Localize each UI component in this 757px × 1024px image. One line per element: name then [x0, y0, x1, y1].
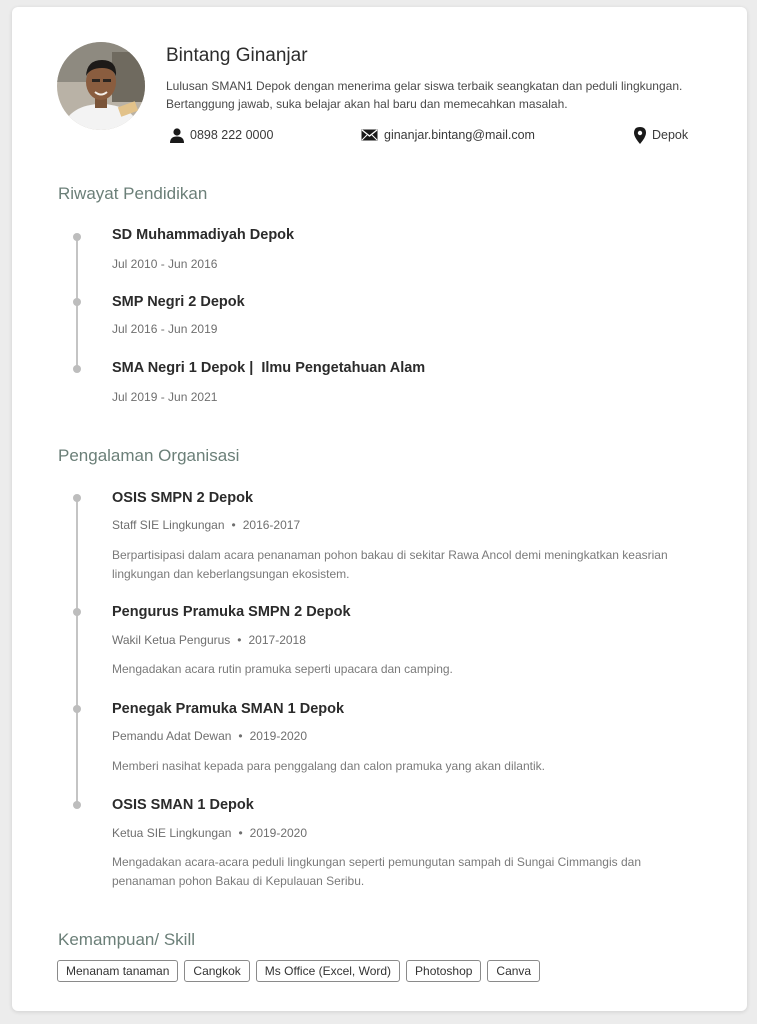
- resume-sheet: [12, 7, 747, 1011]
- education-school: SMA Negri 1 Depok | Ilmu Pengetahuan Alam: [112, 360, 426, 376]
- organization-description: Memberi nasihat kepada para penggalang dan calon pramuka yang akan dilantik.: [112, 759, 545, 773]
- organization-name: Penegak Pramuka SMAN 1 Depok: [112, 701, 345, 717]
- envelope-icon: [361, 129, 378, 141]
- timeline-dot: [73, 298, 81, 306]
- skill-tag: Photoshop: [406, 960, 481, 982]
- skill-tag: Menanam tanaman: [57, 960, 178, 982]
- organization-description: Mengadakan acara-acara peduli lingkungan seperti pemungutan sampah di Sungai Cimmangis dan penanaman pohon Bakau di Kepulauan Seribu.: [112, 855, 642, 888]
- profile-photo: [57, 42, 145, 130]
- education-school: SD Muhammadiyah Depok: [112, 227, 295, 243]
- skills-title: Kemampuan/ Skill: [58, 930, 196, 949]
- profile-summary: Lulusan SMAN1 Depok dengan menerima gelar siswa terbaik seangkatan dan peduli lingkungan. Bertanggung jawab, suka belajar akan hal baru dan memecahkan masalah.: [166, 79, 683, 111]
- map-pin-icon: [634, 127, 646, 144]
- organization-role: Ketua SIE Lingkungan: [112, 826, 232, 840]
- location-text: Depok: [652, 128, 689, 142]
- organization-role: Pemandu Adat Dewan: [112, 729, 232, 743]
- timeline-dot: [73, 494, 81, 502]
- skill-tag: Canva: [487, 960, 540, 982]
- timeline-dot: [73, 705, 81, 713]
- organization-role: Wakil Ketua Pengurus: [112, 633, 231, 647]
- organization-name: Pengurus Pramuka SMPN 2 Depok: [112, 604, 351, 620]
- organization-name: OSIS SMPN 2 Depok: [112, 490, 254, 506]
- organization-period: 2019-2020: [249, 729, 308, 743]
- organization-period: 2017-2018: [248, 633, 306, 647]
- education-period: Jul 2010 - Jun 2016: [112, 257, 218, 271]
- organization-timeline: [76, 497, 78, 803]
- organization-meta: [112, 826, 307, 840]
- organization-period: 2016-2017: [242, 518, 301, 532]
- organization-name: OSIS SMAN 1 Depok: [112, 797, 254, 813]
- skill-tag: Ms Office (Excel, Word): [256, 960, 400, 982]
- timeline-dot: [73, 233, 81, 241]
- email-address[interactable]: ginanjar.bintang@mail.com: [384, 128, 535, 142]
- contact-location: [634, 126, 688, 144]
- organization-meta: [112, 518, 300, 532]
- education-school: SMP Negri 2 Depok: [112, 294, 245, 310]
- skills-list: [57, 960, 540, 982]
- meta-bullet: •: [237, 633, 242, 647]
- timeline-dot: [73, 608, 81, 616]
- organization-description: Mengadakan acara rutin pramuka seperti upacara dan camping.: [112, 662, 453, 676]
- meta-bullet: •: [231, 518, 236, 532]
- avatar: [57, 42, 145, 130]
- education-title: Riwayat Pendidikan: [58, 184, 208, 203]
- organization-period: 2019-2020: [249, 826, 308, 840]
- timeline-dot: [73, 365, 81, 373]
- phone-number: 0898 222 0000: [190, 128, 274, 142]
- meta-bullet: •: [238, 826, 243, 840]
- education-period: Jul 2016 - Jun 2019: [112, 322, 218, 336]
- organization-role: Staff SIE Lingkungan: [112, 518, 225, 532]
- skill-tag: Cangkok: [184, 960, 249, 982]
- organization-description: Berpartisipasi dalam acara penanaman pohon bakau di sekitar Rawa Ancol demi meningkatkan keasrian lingkungan dan keberlangsungan ekosistem.: [112, 548, 668, 581]
- meta-bullet: •: [238, 729, 243, 743]
- organization-meta: [112, 633, 306, 647]
- timeline-dot: [73, 801, 81, 809]
- organization-title: Pengalaman Organisasi: [58, 446, 240, 465]
- education-period: Jul 2019 - Jun 2021: [112, 390, 218, 404]
- organization-meta: [112, 729, 307, 743]
- contact-email[interactable]: [361, 126, 535, 144]
- profile-name: Bintang Ginanjar: [166, 45, 308, 66]
- contact-phone: [170, 126, 273, 144]
- person-icon: [170, 128, 184, 143]
